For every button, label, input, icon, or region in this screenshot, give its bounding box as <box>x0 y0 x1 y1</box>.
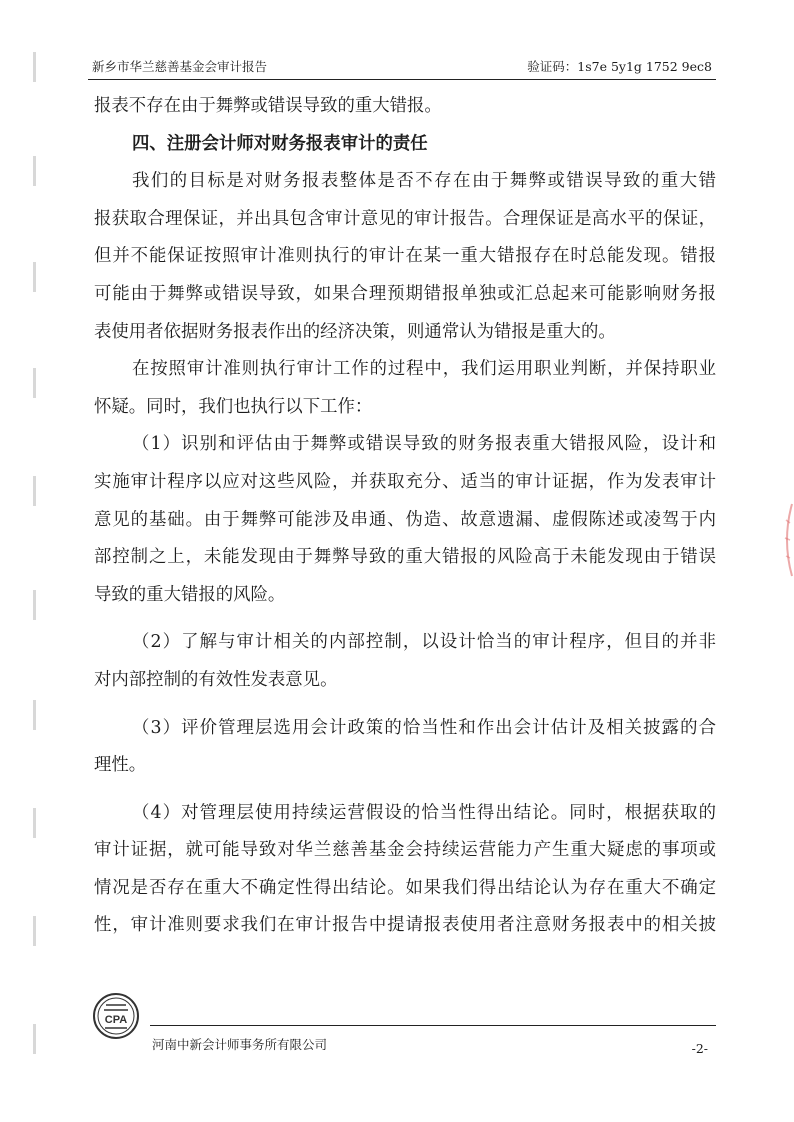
margin-mark <box>33 808 36 838</box>
logo-text: CPA <box>104 1014 128 1026</box>
text-line: 理性。 <box>94 755 147 776</box>
footer-divider <box>150 1025 716 1026</box>
margin-mark <box>33 262 36 292</box>
text-line: 情况是否存在重大不确定性得出结论。如果我们得出结论认为存在重大不确定 <box>94 877 716 898</box>
text-line: （4）对管理层使用持续运营假设的恰当性得出结论。同时，根据获取的 <box>132 802 716 823</box>
text-line: 性，审计准则要求我们在审计报告中提请报表使用者注意财务报表中的相关披 <box>94 915 716 936</box>
cpa-logo-icon <box>92 992 140 1040</box>
margin-mark <box>33 590 36 620</box>
report-body <box>94 88 716 945</box>
text-line: 我们的目标是对财务报表整体是否不存在由于舞弊或错误导致的重大错 <box>132 171 716 192</box>
page-number: -2- <box>691 1041 708 1056</box>
text-line: 怀疑。同时，我们也执行以下工作： <box>94 396 373 417</box>
text-line: 表使用者依据财务报表作出的经济决策，则通常认为错报是重大的。 <box>94 321 616 342</box>
text-line: 报表不存在由于舞弊或错误导致的重大错报。 <box>94 96 442 116</box>
margin-mark <box>33 700 36 730</box>
margin-mark <box>33 156 36 186</box>
text-line: 报获取合理保证，并出具包含审计意见的审计报告。合理保证是高水平的保证， <box>94 208 716 229</box>
margin-mark <box>33 368 36 398</box>
text-line: 但并不能保证按照审计准则执行的审计在某一重大错报存在时总能发现。错报 <box>94 246 716 267</box>
header-title: 新乡市华兰慈善基金会审计报告 <box>92 59 268 74</box>
margin-mark <box>33 52 36 82</box>
text-line: 对内部控制的有效性发表意见。 <box>94 669 338 690</box>
text-line: 实施审计程序以应对这些风险，并获取充分、适当的审计证据，作为发表审计 <box>94 471 716 492</box>
text-line: 可能由于舞弊或错误导致，如果合理预期错报单独或汇总起来可能影响财务报 <box>94 283 716 304</box>
text-line: （3）评价管理层选用会计政策的恰当性和作出会计估计及相关披露的合 <box>132 717 716 738</box>
text-line: 部控制之上，未能发现由于舞弊导致的重大错报的风险高于未能发现由于错误 <box>94 547 716 568</box>
text-line: （1）识别和评估由于舞弊或错误导致的财务报表重大错报风险，设计和 <box>132 434 716 455</box>
seal-edge-icon <box>776 500 794 580</box>
margin-mark <box>33 476 36 506</box>
firm-name: 河南中新会计师事务所有限公司 <box>152 1037 328 1052</box>
text-line: 在按照审计准则执行审计工作的过程中，我们运用职业判断，并保持职业 <box>132 359 716 380</box>
section-heading: 四、注册会计师对财务报表审计的责任 <box>132 133 428 154</box>
text-line: 审计证据，就可能导致对华兰慈善基金会持续运营能力产生重大疑虑的事项或 <box>94 840 716 861</box>
verification-code: 验证码：1s7e 5y1g 1752 9ec8 <box>527 59 712 74</box>
text-line: 意见的基础。由于舞弊可能涉及串通、伪造、故意遗漏、虚假陈述或凌驾于内 <box>94 509 716 530</box>
margin-mark <box>33 916 36 946</box>
margin-mark <box>33 1024 36 1054</box>
header-divider <box>88 79 716 80</box>
text-line: 导致的重大错报的风险。 <box>94 584 286 605</box>
text-line: （2）了解与审计相关的内部控制，以设计恰当的审计程序，但目的并非 <box>132 632 716 653</box>
